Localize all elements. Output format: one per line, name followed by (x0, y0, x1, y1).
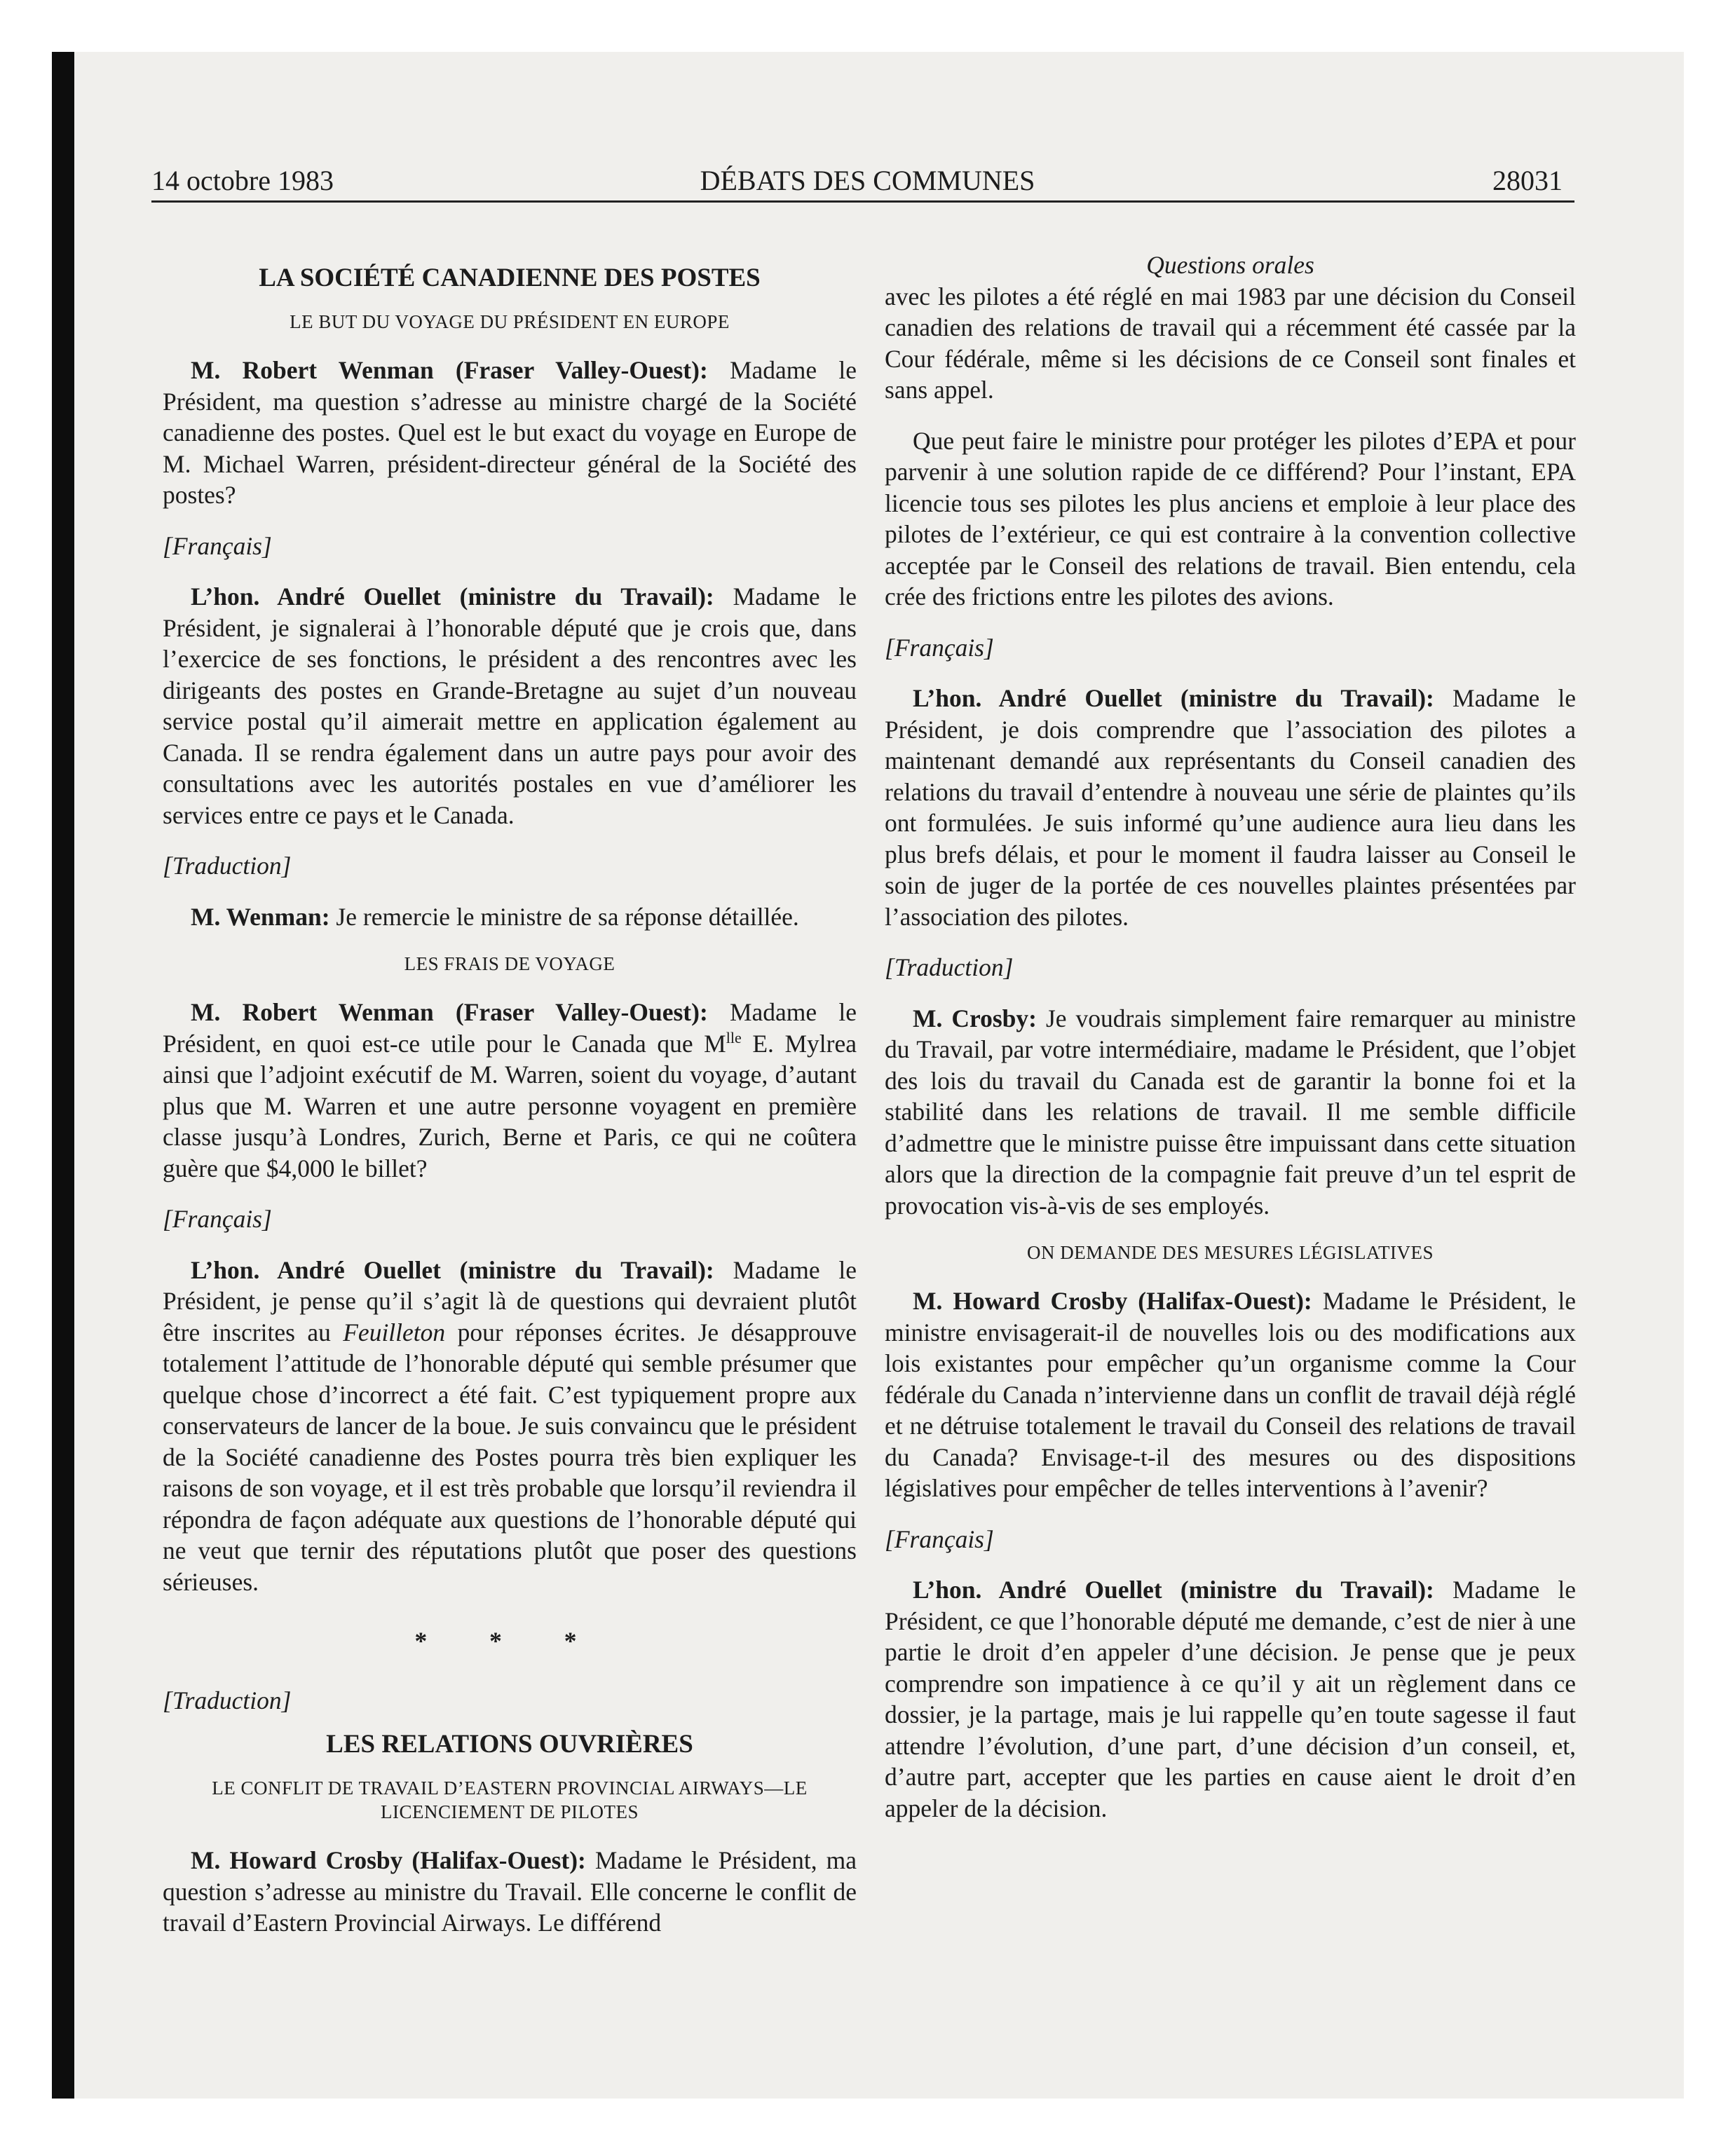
speech: Je voudrais simplement faire remarquer au ministre du Travail, par votre intermédiaire, madame le Président, que l’objet des lois du travail du Canada est de garantir la bonne foi et la stabilité dans les relations de travail. Il me semble difficile d’admettre que le ministre puisse être impuissant dans cette situation alors que la direction de la compagnie fait preuve d’un tel esprit de provocation vis-à-vis de ses employés. (885, 1004, 1577, 1220)
header-title: DÉBATS DES COMMUNES (700, 165, 1035, 196)
language-tag: [Traduction] (885, 953, 1014, 981)
paragraph (163, 355, 857, 511)
section-subtitle: ON DEMANDE DES MESURES LÉGISLATIVES (1026, 1242, 1434, 1263)
speaker: M. Robert Wenman (Fraser Valley-Ouest): (191, 998, 708, 1026)
speech: Madame le Président, je pense qu’il s’agit là de questions qui devraient plutôt être inscrites au (163, 1255, 857, 1346)
speaker: L’hon. André Ouellet (ministre du Travail): (191, 582, 714, 610)
speech: Madame le Président, ma question s’adresse au ministre du Travail. Elle concerne le conflit de travail d’Eastern Provincial Airways. Le différend (163, 1846, 857, 1937)
section-subtitle: LE BUT DU VOYAGE DU PRÉSIDENT EN EUROPE (290, 311, 730, 332)
paragraph (885, 1003, 1576, 1222)
paragraph: Que peut faire le ministre pour protéger les pilotes d’EPA et pour parvenir à une solution rapide de ce différend? Pour l’instant, EPA licencie tous ses pilotes les plus anciens et emploie à leur place des pilotes de l’extérieur, ce qui est contraire à la convention collective acceptée par le Conseil des relations de travail. Bien entendu, cela crée des frictions entre les pilotes des avions. (885, 426, 1576, 610)
section-title: LA SOCIÉTÉ CANADIENNE DES POSTES (259, 264, 761, 292)
speech: Madame le Président, ce que l’honorable député me demande, c’est de nier à une partie le droit d’en appeler d’une décision. Je pense que je peux comprendre son impatience à ce qu’il y ait un règlement dans ce dossier, je la partage, mais je lui rappelle qu’en toute sagesse il faut attendre l’évolution, d’une part, d’une décision d’un conseil, et, d’autre part, accepter que les parties en cause aient le droit d’en appeler de la décision. (885, 1576, 1576, 1822)
speech: Madame le Président, ma question s’adresse au ministre chargé de la Société canadienne des postes. Quel est le but exact du voyage en Europe de M. Michael Warren, président-directeur général de la Société des postes? (163, 356, 857, 509)
paragraph (163, 1255, 857, 1598)
header-date: 14 octobre 1983 (151, 165, 334, 196)
speaker: L’hon. André Ouellet (ministre du Travail): (913, 684, 1434, 712)
header-rule (151, 200, 1574, 203)
speech: Madame le Président, le ministre envisagerait-il de nouvelles lois ou des modifications aux lois existantes pour empêcher qu’un organisme comme la Cour fédérale du Canada n’intervienne dans un conflit de travail déjà réglé et ne détruise totalement le travail du Conseil des relations de travail du Canada? Envisage-t-il des mesures ou des dispositions législatives pour empêcher de telles interventions à l’avenir? (885, 1287, 1576, 1502)
speech: Madame le Président, je dois comprendre que l’association des pilotes a maintenant demandé aux représentants du Conseil canadien des relations du travail d’entendre à nouveau une série de plaintes qu’ils ont formulées. Je suis informé qu’une audience aura lieu dans les plus brefs délais, et pour le moment il faudra laisser au Conseil le soin de juger de la portée de ces nouvelles plaintes présentées par l’association des pilotes. (885, 684, 1576, 931)
italic-term: Feuilleton (343, 1318, 446, 1346)
paragraph (885, 1574, 1576, 1824)
speaker: M. Howard Crosby (Halifax-Ouest): (191, 1846, 586, 1874)
paragraph (885, 683, 1576, 932)
language-tag: [Français] (885, 1524, 994, 1553)
section-title: LES RELATIONS OUVRIÈRES (326, 1730, 693, 1759)
left-column (163, 250, 857, 1939)
section-subtitle: LE CONFLIT DE TRAVAIL D’EASTERN PROVINCIAL AIRWAYS—LE LICENCIEMENT DE PILOTES (212, 1778, 808, 1822)
paragraph (885, 1285, 1576, 1504)
speaker: M. Howard Crosby (Halifax-Ouest): (913, 1287, 1312, 1315)
speech: Madame le Président, en quoi est-ce utile pour le Canada que M (163, 998, 857, 1058)
binding-edge (52, 52, 74, 2099)
paragraph (163, 581, 857, 831)
language-tag: [Français] (163, 1205, 272, 1233)
speech: E. Mylrea ainsi que l’adjoint exécutif de M. Warren, soient du voyage, d’autant plus que M. Warren et une autre personne voyagent en première classe jusqu’à Londres, Zurich, Berne et Paris, ce qui ne coûtera guère que $4,000 le billet? (163, 1029, 857, 1182)
language-tag: [Français] (163, 531, 272, 560)
speech: Je remercie le ministre de sa réponse détaillée. (329, 902, 799, 931)
speech: pour réponses écrites. Je désapprouve totalement l’attitude de l’honorable député qui semble présumer que quelque chose d’incorrect a été fait. C’est typiquement propre aux conservateurs de lancer de la boue. Je suis convaincu que le président de la Société canadienne des Postes pourra très bien expliquer les raisons de son voyage, et il est très probable que lorsqu’il reviendra il répondra de façon adéquate aux questions de l’honorable député qui ne veut que ternir des réputations plutôt que poser des questions sérieuses. (163, 1318, 857, 1596)
speaker: L’hon. André Ouellet (ministre du Travail): (191, 1255, 714, 1284)
paragraph (163, 1845, 857, 1939)
speaker: L’hon. André Ouellet (ministre du Travail): (913, 1576, 1434, 1604)
section-subtitle: LES FRAIS DE VOYAGE (404, 953, 615, 974)
right-column (885, 250, 1576, 1824)
paragraph: avec les pilotes a été réglé en mai 1983 par une décision du Conseil canadien des relations de travail qui a récemment été cassée par la Cour fédérale, même si les décisions de ce Conseil sont finales et sans appel. (885, 282, 1576, 404)
speech: Madame le Président, je signalerai à l’honorable député que je crois que, dans l’exercice de ses fonctions, le président a des rencontres avec les dirigeants des postes en Grande-Bretagne au sujet d’un nouveau service postal qu’il aimerait mettre en application également au Canada. Il se rendra également dans un autre pays pour avoir des consultations avec les autorités postales en vue d’améliorer les services entre ce pays et le Canada. (163, 582, 857, 829)
section-separator: * * * (414, 1627, 605, 1655)
paragraph (163, 901, 857, 933)
paragraph (163, 997, 857, 1184)
header-page-number: 28031 (1492, 165, 1563, 196)
running-head: Questions orales (1146, 251, 1314, 279)
language-tag: [Traduction] (163, 1686, 292, 1714)
speaker: M. Wenman: (191, 902, 330, 931)
language-tag: [Traduction] (163, 852, 292, 880)
language-tag: [Français] (885, 633, 994, 662)
speaker: M. Crosby: (913, 1004, 1037, 1032)
superscript: lle (726, 1028, 742, 1046)
speaker: M. Robert Wenman (Fraser Valley-Ouest): (191, 356, 708, 384)
